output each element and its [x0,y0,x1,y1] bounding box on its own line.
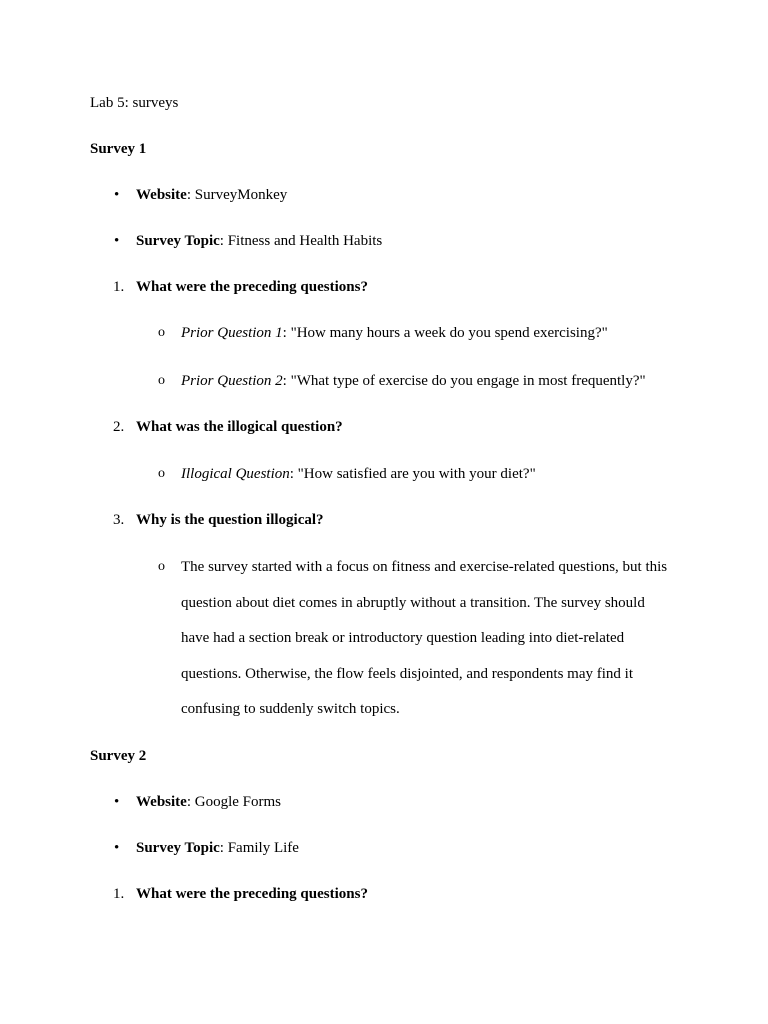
circle-marker: o [158,373,165,388]
survey2-question-1: What were the preceding questions? [136,886,368,902]
bullet-marker: • [114,794,120,810]
bullet-marker: • [114,233,120,249]
illogical-question: Illogical Question: "How satisfied are you with your diet?" [181,466,536,482]
bullet-marker: • [114,840,120,856]
survey2-website [136,793,281,811]
list-number: 1. [113,886,125,902]
circle-marker: o [158,325,165,340]
prior-question-2: Prior Question 2: "What type of exercise do you engage in most frequently?" [181,373,646,389]
survey1-question-2: What was the illogical question? [136,419,343,435]
value: : Family Life [219,840,299,856]
value: : Google Forms [186,794,282,810]
survey2-heading: Survey 2 [90,748,147,764]
document-title: Lab 5: surveys [90,95,179,111]
survey1-heading: Survey 1 [90,141,147,157]
explanation-line: have had a section break or introductory question leading into diet-related [181,630,625,646]
value: : Fitness and Health Habits [219,233,383,249]
explanation-line: The survey started with a focus on fitness and exercise-related questions, but this [181,559,668,575]
survey1-website [136,186,287,204]
explanation-line: question about diet comes in abruptly without a transition. The survey should [181,595,645,611]
value: : SurveyMonkey [186,187,288,203]
list-number: 1. [113,279,125,295]
bullet-marker: • [114,187,120,203]
survey1-topic [136,232,382,250]
list-number: 2. [113,419,125,435]
label: Survey Topic [136,840,220,856]
label: Website [136,187,187,203]
label: Website [136,794,187,810]
circle-marker: o [158,466,165,481]
survey1-question-3: Why is the question illogical? [136,512,324,528]
list-number: 3. [113,512,125,528]
circle-marker: o [158,559,165,574]
explanation-line: confusing to suddenly switch topics. [181,701,400,717]
prior-question-1: Prior Question 1: "How many hours a week do you spend exercising?" [181,325,608,341]
survey1-question-1: What were the preceding questions? [136,279,368,295]
survey2-topic [136,839,299,857]
explanation-line: questions. Otherwise, the flow feels disjointed, and respondents may find it [181,666,633,682]
label: Survey Topic [136,233,220,249]
